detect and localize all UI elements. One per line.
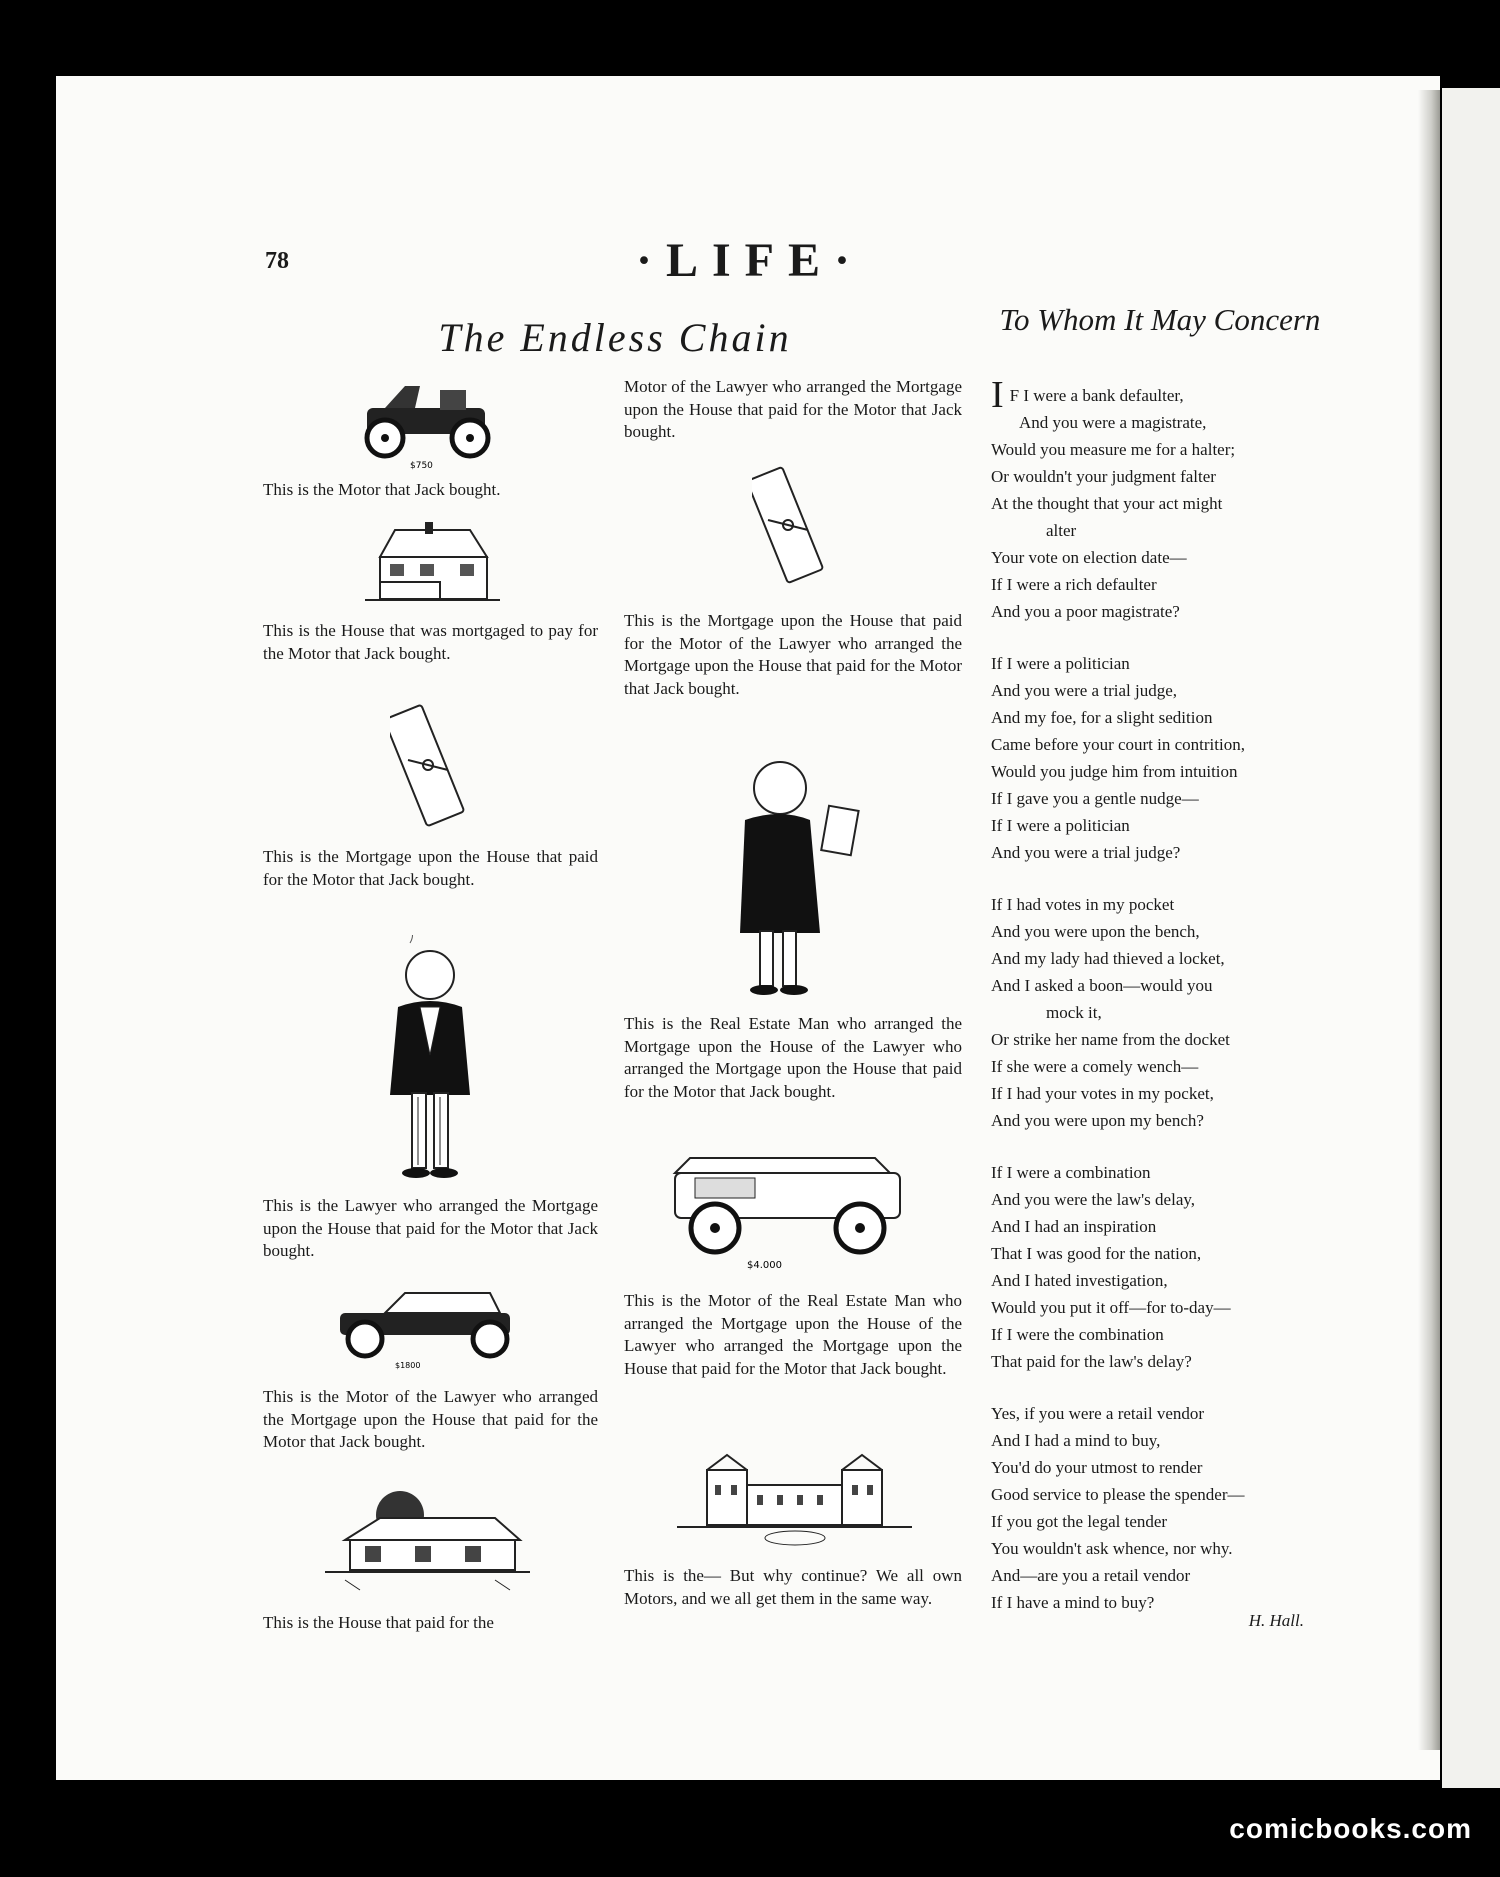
poem-line: And you were a trial judge?: [991, 843, 1181, 862]
drop-cap: I: [991, 374, 1004, 416]
poem-line: And—are you a retail vendor: [991, 1566, 1191, 1585]
facing-page-edge: [1442, 88, 1500, 1788]
price-label-4000: $4.000: [747, 1260, 782, 1271]
poem-stanza-2: [991, 650, 1331, 866]
poem-line: And you were the law's delay,: [991, 1190, 1196, 1209]
page-number: 78: [265, 248, 289, 274]
caption-lawyer-motor: This is the Motor of the Lawyer who arranged the Mortgage upon the House that paid for the Motor that Jack bought.: [263, 1387, 598, 1451]
poem-line: If you got the legal tender: [991, 1512, 1168, 1531]
poem-line: If she were a comely wench—: [991, 1057, 1199, 1076]
car-1800-illustration: [325, 1285, 530, 1370]
poem-line: If I gave you a gentle nudge—: [991, 789, 1199, 808]
poem-line: You'd do your utmost to render: [991, 1458, 1203, 1477]
poem-author: H. Hall.: [1248, 1611, 1304, 1630]
poem-line: That I was good for the nation,: [991, 1244, 1202, 1263]
poem-line: If I were a combination: [991, 1163, 1151, 1182]
poem-line: If I had your votes in my pocket,: [991, 1084, 1214, 1103]
caption-mortgage: This is the Mortgage upon the House that paid for the Motor that Jack bought.: [263, 847, 598, 889]
poem-line: If I were the combination: [991, 1325, 1164, 1344]
poem-stanza-5: [991, 1400, 1331, 1616]
poem-line: Or wouldn't your judgment falter: [991, 467, 1216, 486]
poem-line: And you were upon my bench?: [991, 1111, 1204, 1130]
lawyer-illustration: [370, 935, 490, 1180]
car-750-illustration: [345, 380, 510, 470]
poem-line: alter: [1046, 521, 1077, 540]
poem-line: You wouldn't ask whence, nor why.: [991, 1539, 1233, 1558]
poem-line: And my foe, for a slight sedition: [991, 708, 1213, 727]
real-estate-man-illustration: [720, 748, 870, 998]
poem-line: If I had votes in my pocket: [991, 895, 1175, 914]
poem-line: Good service to please the spender—: [991, 1485, 1245, 1504]
poem-line: That paid for the law's delay?: [991, 1352, 1192, 1371]
poem-line: Came before your court in contrition,: [991, 735, 1245, 754]
caption-real-estate-man: This is the Real Estate Man who arranged the Mortgage upon the House of the Lawyer who arranged the Mortgage upon the House that paid for the Motor that Jack bought.: [624, 1014, 962, 1101]
poem-line: And I asked a boon—would you: [991, 976, 1213, 995]
poem-line: Yes, if you were a retail vendor: [991, 1404, 1205, 1423]
poem-line: And you were upon the bench,: [991, 922, 1200, 941]
lawyer-house-illustration: [325, 1490, 530, 1595]
poem-line: And I hated investigation,: [991, 1271, 1168, 1290]
poem-line: If I have a mind to buy?: [991, 1593, 1155, 1612]
caption-lawyer-house-cont: Motor of the Lawyer who arranged the Mortgage upon the House that paid for the Motor that Jack bought.: [624, 377, 962, 441]
caption-motor: This is the Motor that Jack bought.: [263, 480, 501, 499]
poem-line: mock it,: [1046, 1003, 1102, 1022]
poem-line: And you were a magistrate,: [1019, 413, 1207, 432]
car-4000-illustration: [665, 1153, 915, 1273]
caption-conclusion: This is the— But why continue? We all own Motors, and we all get them in the same way.: [624, 1566, 962, 1608]
poem-line: Would you judge him from intuition: [991, 762, 1238, 781]
house-illustration: [365, 522, 500, 607]
poem-line: And I had an inspiration: [991, 1217, 1157, 1236]
mansion-illustration: [677, 1450, 912, 1550]
price-label-750: $750: [410, 461, 433, 470]
mortgage-document-illustration-2: [752, 462, 827, 592]
page-gutter: [1418, 90, 1440, 1750]
caption-real-estate-motor: This is the Motor of the Real Estate Man who arranged the Mortgage upon the House of the Lawyer who arranged the Mortgage upon the House that paid for the Motor that Jack bought.: [624, 1291, 962, 1378]
caption-house: This is the House that was mortgaged to pay for the Motor that Jack bought.: [263, 621, 598, 663]
poem-line: Would you put it off—for to-day—: [991, 1298, 1231, 1317]
poem-line: If I were a rich defaulter: [991, 575, 1157, 594]
poem-line: If I were a politician: [991, 654, 1130, 673]
poem-line: And you a poor magistrate?: [991, 602, 1180, 621]
caption-lawyer: This is the Lawyer who arranged the Mortgage upon the House that paid for the Motor that Jack bought.: [263, 1196, 598, 1260]
poem-stanza-3: [991, 891, 1331, 1134]
poem-body: [991, 374, 1331, 1641]
price-label-1800: $1800: [395, 1361, 421, 1370]
poem-stanza-1: [991, 374, 1331, 625]
poem-stanza-4: [991, 1159, 1331, 1375]
source-watermark: comicbooks.com: [1229, 1813, 1472, 1844]
masthead: ·LIFE·: [635, 234, 865, 287]
poem-line: Your vote on election date—: [991, 548, 1187, 567]
poem-line: And I had a mind to buy,: [991, 1431, 1161, 1450]
article-title: The Endless Chain: [438, 315, 792, 360]
caption-lawyer-house: This is the House that paid for the: [263, 1613, 494, 1632]
mortgage-document-illustration: [390, 700, 470, 835]
poem-line: At the thought that your act might: [991, 494, 1223, 513]
caption-mortgage-2: This is the Mortgage upon the House that paid for the Motor of the Lawyer who arranged the Mortgage upon the House that paid for the Motor that Jack bought.: [624, 611, 962, 698]
poem-line: Or strike her name from the docket: [991, 1030, 1230, 1049]
poem-first-line: I F I were a bank defaulter,: [991, 374, 1184, 416]
poem-line: If I were a politician: [991, 816, 1130, 835]
poem-line: Would you measure me for a halter;: [991, 440, 1236, 459]
poem-title: To Whom It May Concern: [999, 302, 1321, 337]
poem-line: And you were a trial judge,: [991, 681, 1177, 700]
poem-line: And my lady had thieved a locket,: [991, 949, 1225, 968]
